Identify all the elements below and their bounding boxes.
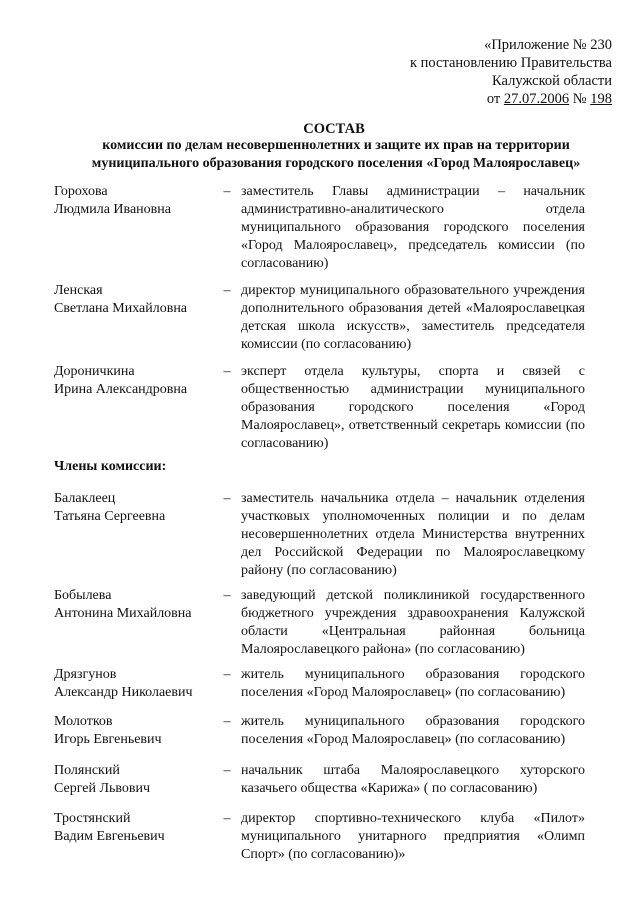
separator-dash: –: [223, 184, 231, 199]
person-given-name: Антонина Михайловна: [54, 606, 192, 621]
appendix-number-label: №: [569, 91, 591, 107]
separator-dash: –: [223, 667, 231, 682]
members-heading: Члены комиссии:: [54, 459, 167, 474]
appendix-line-4: [410, 90, 612, 108]
separator-dash: –: [223, 811, 231, 826]
person-surname: Горохова: [54, 184, 108, 199]
appendix-date-prefix: от: [486, 91, 504, 107]
person-given-name: Ирина Александровна: [54, 382, 188, 397]
document-title: СОСТАВ: [303, 121, 365, 137]
appendix-date: 27.07.2006: [503, 91, 570, 107]
person-surname: Дрязгунов: [54, 667, 117, 682]
person-given-name: Людмила Ивановна: [54, 202, 171, 217]
appendix-line-3: Калужской области: [492, 73, 612, 89]
appendix-number: 198: [590, 91, 612, 107]
person-given-name: Татьяна Сергеевна: [54, 509, 166, 524]
person-surname: Дороничкина: [54, 364, 135, 379]
person-name: [54, 363, 214, 399]
person-surname: Ленская: [54, 283, 103, 298]
person-role: директор спортивно-технического клуба «Пилот» муниципального унитарного предприятия «Олимп Спорт» (по согласованию)»: [241, 811, 585, 862]
person-given-name: Вадим Евгеньевич: [54, 829, 165, 844]
separator-dash: –: [223, 364, 231, 379]
person-role: начальник штаба Малоярославецкого хуторского казачьего общества «Карижа» ( по согласованию): [241, 763, 585, 796]
separator-dash: –: [223, 283, 231, 298]
appendix-line-2: к постановлению Правительства: [410, 55, 612, 71]
separator-dash: –: [223, 714, 231, 729]
person-given-name: Игорь Евгеньевич: [54, 732, 162, 747]
person-surname: Полянский: [54, 763, 120, 778]
person-role: директор муниципального образовательного учреждения дополнительного образования детей «Малоярославецкая детская школа искусств», заместитель председателя комиссии (по согласованию): [241, 283, 585, 352]
separator-dash: –: [223, 763, 231, 778]
person-surname: Балаклеец: [54, 491, 116, 506]
person-surname: Бобылева: [54, 588, 112, 603]
appendix-header: [410, 36, 612, 108]
person-surname: Молотков: [54, 714, 113, 729]
person-surname: Тростянский: [54, 811, 131, 826]
person-name: [54, 762, 214, 798]
appendix-line-1: «Приложение № 230: [484, 37, 612, 53]
person-role: житель муниципального образования городского поселения «Город Малоярославец» (по согласованию): [241, 667, 585, 700]
person-role: заместитель начальника отдела – начальник отделения участковых уполномоченных полиции и по делам несовершеннолетних отдела Министерства внутренних дел Российской Федерации по Малоярославецкому району (по согласованию): [241, 491, 585, 578]
person-given-name: Александр Николаевич: [54, 685, 193, 700]
person-given-name: Светлана Михайловна: [54, 301, 188, 316]
person-name: [54, 282, 214, 318]
person-role: эксперт отдела культуры, спорта и связей с общественностью администрации муниципального образования городского поселения «Город Малоярославец», ответственный секретарь комиссии (по согласованию): [241, 364, 585, 451]
person-name: [54, 183, 214, 219]
person-name: [54, 713, 214, 749]
person-given-name: Сергей Львович: [54, 781, 151, 796]
person-role: житель муниципального образования городского поселения «Город Малоярославец» (по согласованию): [241, 714, 585, 747]
person-role: заведующий детской поликлиникой государственного бюджетного учреждения здравоохранения Калужской области «Центральная районная больница Малоярославецкого района» (по согласованию): [241, 588, 585, 657]
person-name: [54, 587, 214, 623]
person-name: [54, 666, 214, 702]
document-subtitle: комиссии по делам несовершеннолетних и защите их прав на территории муниципального образования городского поселения «Город Малоярославец»: [91, 138, 581, 171]
person-name: [54, 810, 214, 846]
person-name: [54, 490, 214, 526]
person-role: заместитель Главы администрации – начальник административно-аналитического отдела муниципального образования городского поселения «Город Малоярославец», председатель комиссии (по согласованию): [241, 184, 585, 271]
separator-dash: –: [223, 588, 231, 603]
separator-dash: –: [223, 491, 231, 506]
